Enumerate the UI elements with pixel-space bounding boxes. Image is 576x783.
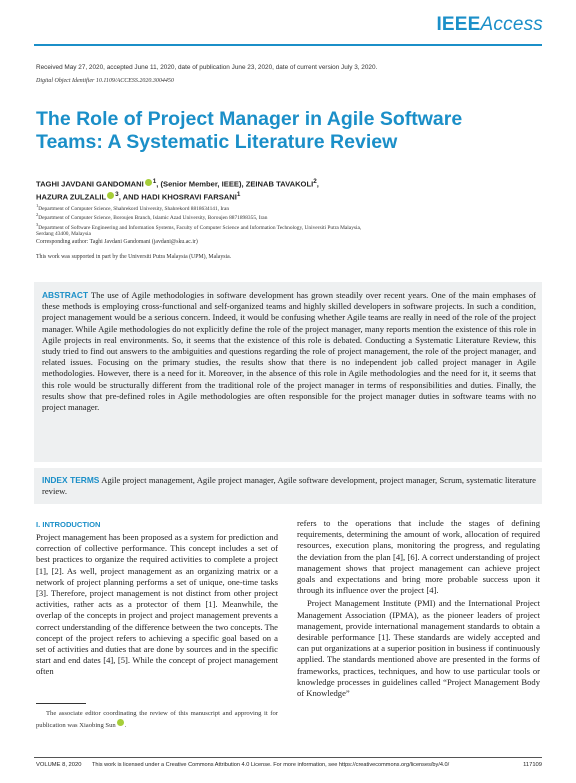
index-terms-text: Agile project management, Agile project manager, Agile software development, project manager, Scrum, systematic literature review. xyxy=(42,475,536,497)
received-dates: Received May 27, 2020, accepted June 11, 2020, date of publication June 23, 2020, date of current version July 3, 2020. xyxy=(36,64,378,71)
abstract-label: ABSTRACT xyxy=(42,290,89,300)
column-2 xyxy=(297,518,540,699)
orcid-icon[interactable] xyxy=(145,179,152,186)
index-terms-label: INDEX TERMS xyxy=(42,475,100,485)
header-rule xyxy=(34,44,542,46)
page-number: 117109 xyxy=(523,762,542,768)
orcid-icon[interactable] xyxy=(107,192,114,199)
column-2-paragraph-1: refers to the operations that include the stages of defining requirements, determining the amount of work, allocation of required resources, execution plans, monitoring the progress, and regulating the deviation from the plan [4], [6]. A correct understanding of project management shows that project management can achieve project goals and expectations and bring more probable success upon it through its influence over the project [4]. xyxy=(297,518,540,596)
paper-title: The Role of Project Manager in Agile Software Teams: A Systematic Literature Review xyxy=(36,108,463,153)
column-2-paragraph-2: Project Management Institute (PMI) and the International Project Management Association (IPMA), as the pioneer leaders of project management, provide international management standards to obtain a desirable performance [1]. These standards are widely accepted and can put organizations at a superior position in business if continuously applied. The standards mentioned above are presented in the forms of frameworks, practices, techniques, and how to use particular tools or knowledge processes in guidelines called “Project Management Body of Knowledge” xyxy=(297,598,540,699)
abstract xyxy=(34,282,542,413)
section-heading: I. INTRODUCTION xyxy=(36,520,101,529)
index-terms xyxy=(34,468,542,497)
corresponding-author: Corresponding author: Taghi Javdani Gandomani (javdani@sku.ac.ir) xyxy=(36,239,198,245)
affiliation-3-cont: Serdang 43400, Malaysia xyxy=(36,230,91,237)
orcid-icon[interactable] xyxy=(117,719,124,726)
affiliation-2: $^2$Department of Computer Science, Boroujen Branch, Islamic Azad University, Boroujen 8871898355, Iran xyxy=(36,212,268,222)
license-note: This work is licensed under a Creative Commons Attribution 4.0 License. For more information, see https://creativecommons.org/licenses/by/4.0/ xyxy=(92,762,450,768)
doi: Digital Object Identifier 10.1109/ACCESS.2020.3004450 xyxy=(36,78,174,84)
affiliation-3: $^3$Department of Software Engineering and Information Systems, Faculty of Computer Science and Information Technology, Universiti Putra Malaysia, xyxy=(36,221,362,231)
footnote-rule xyxy=(36,703,86,704)
affiliations xyxy=(36,203,536,237)
abstract-box xyxy=(34,282,542,462)
column-1-text: Project management has been proposed as a system for prediction and correction of collective performance. This concept includes a set of best practices to organize the required activities to complete a project [1], [2]. As well, project management as an organizing matrix or a network of project planning performs a set of unique, one-time tasks [3]. Therefore, project management is not distinct from other project activities, rather acts as a protector of them [1]. Meanwhile, the overlap of the concepts in project and project management prevents a correct understanding of the difference between the two concepts. The concept of the project refers to achieving a specific goal based on a set of activities and duties that are done by sources and in the specific start and end dates [4], [5]. While the concept of project management often xyxy=(36,532,278,677)
funding-note: This work was supported in part by the Universiti Putra Malaysia (UPM), Malaysia. xyxy=(36,254,232,260)
journal-logo: IEEEAccess xyxy=(436,14,543,35)
volume: VOLUME 8, 2020 xyxy=(36,762,82,768)
abstract-text: The use of Agile methodologies in software development has grown steadily over recent years. One of the main emphases of these methods is employing cross-functional and self-organized teams and highly skilled developers in software projects. In such a condition, project management would be a serious concern. Indeed, it would be confusing whether Agile teams are really in need of the role of the project manager. While Agile methodologies do not explicitly define the role of the project manager, many reports mention the existence of this role in Agile projects in real environments. So, it seems that the existence of this role is debated. Conducting a Systematic Literature Review, this study tried to find out answers to the ambiguities and questions regarding the role of project management, the role of the project manager, and related issues. Focusing on the primary studies, the results show that there is no independent job called project manager in Agile methodologies. However, there is a need for it. Moreover, in the absence of this role in Agile methodologies and the need for it, it seems that this role would be structurally different from the traditional role of the project manager in terms of responsibilities and duties. Finally, the results show that pre-defined roles in Agile methodologies are often responsible for the project manager duties in software teams with no project manager. xyxy=(42,290,536,413)
footer-rule xyxy=(34,757,542,758)
footnote: The associate editor coordinating the review of this manuscript and approving it for publication was Xiaobing Sun . xyxy=(36,710,278,729)
affiliation-1: $^1$Department of Computer Science, Shahrekord University, Shahrekord 8818634141, Iran xyxy=(36,203,230,212)
index-terms-box xyxy=(34,468,542,504)
author-line-2: HAZURA ZULZALIL $^3$, AND HADI KHOSRAVI FARSANI$^1$ xyxy=(36,191,241,202)
author-line-1: TAGHI JAVDANI GANDOMANI $^1$, (Senior Member, IEEE), ZEINAB TAVAKOLI$^2$, xyxy=(36,178,319,189)
